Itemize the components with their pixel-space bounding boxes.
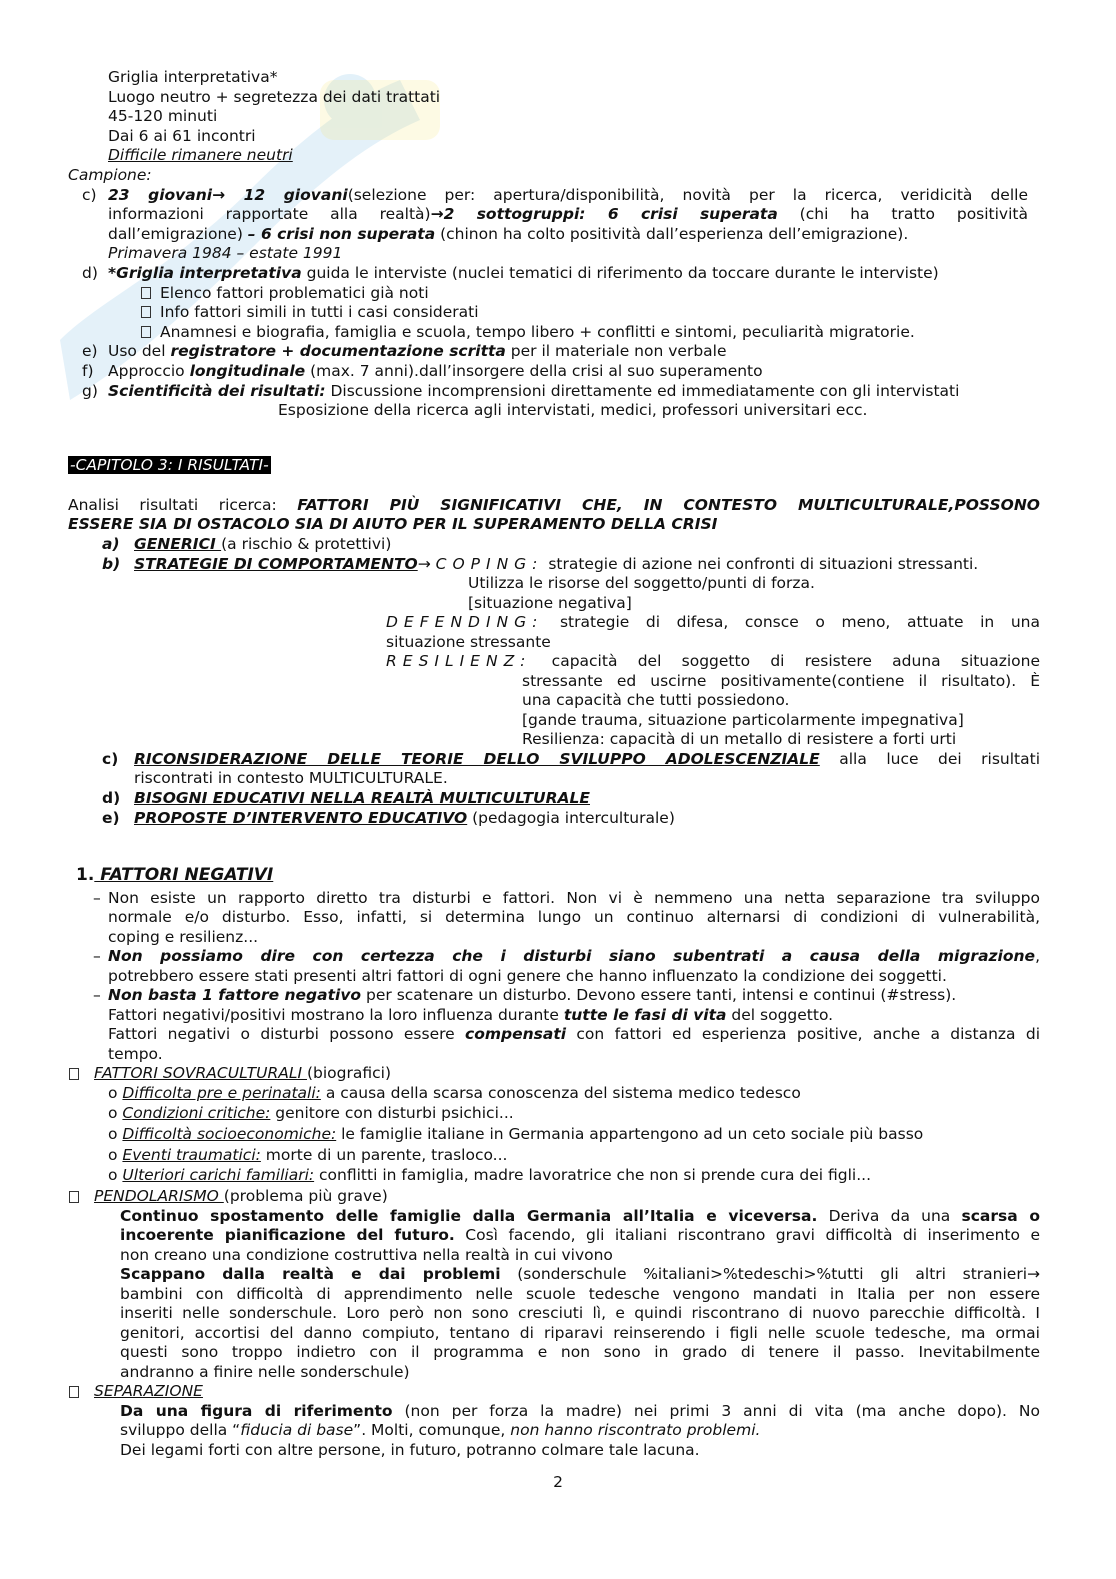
text-line: STRATEGIE DI COMPORTAMENTO→ COPING: strategie di azione nei confronti di situazioni stressanti.	[134, 555, 979, 573]
text-line: normale e/o disturbo. Esso, infatti, si determina lungo un continuo alternarsi di condizioni di vulnerabilità,	[108, 908, 1040, 926]
list-item: o Eventi traumatici: morte di un parente, trasloco...	[108, 1146, 508, 1164]
bullet-icon	[140, 284, 154, 300]
text-line: Difficile rimanere neutri	[108, 146, 293, 164]
list-item: o Ulteriori carichi familiari: conflitti in famiglia, madre lavoratrice che non si prende cura dei figli...	[108, 1166, 872, 1184]
bullet-icon	[68, 1188, 82, 1204]
text-line: GENERICI (a rischio & protettivi)	[134, 535, 392, 553]
text-line: Uso del registratore + documentazione scritta per il materiale non verbale	[108, 342, 727, 360]
text-line: Esposizione della ricerca agli intervistati, medici, professori universitari ecc.	[278, 401, 868, 419]
text-line: tempo.	[108, 1045, 163, 1063]
text-line: Dei legami forti con altre persone, in futuro, potranno colmare tale lacuna.	[120, 1441, 700, 1459]
text-line: non creano una condizione costruttiva nella realtà in cui vivono	[120, 1246, 613, 1264]
list-marker: –	[93, 889, 101, 907]
list-marker: c)	[102, 750, 119, 768]
section-heading: 1. FATTORI NEGATIVI	[76, 865, 274, 885]
text-line: Info fattori simili in tutti i casi considerati	[160, 303, 479, 321]
text-line: sviluppo della “fiducia di base”. Molti, comunque, non hanno riscontrato problemi.	[120, 1421, 761, 1439]
text-line: Da una figura di riferimento (non per forza la madre) nei primi 3 anni di vita (ma anche dopo). No	[120, 1402, 1041, 1420]
list-marker: c)	[82, 186, 97, 204]
text-line: [situazione negativa]	[468, 594, 632, 612]
text-line: Scappano dalla realtà e dai problemi (sonderschule %italiani>%tedeschi>%tutti gli altri stranieri→	[120, 1265, 1040, 1283]
list-marker: d)	[82, 264, 98, 282]
bullet-icon	[68, 1065, 82, 1081]
text-line: Continuo spostamento delle famiglie dalla Germania all’Italia e viceversa. Deriva da una scarsa o	[120, 1207, 1041, 1225]
text-line: Non possiamo dire con certezza che i disturbi siano subentrati a causa della migrazione,	[108, 947, 1040, 965]
text-line: stressante ed uscirne positivamente(contiene il risultato). È	[522, 672, 1040, 690]
text-line: una capacità che tutti possiedono.	[522, 691, 790, 709]
text-line: 45-120 minuti	[108, 107, 218, 125]
text-line: Utilizza le risorse del soggetto/punti di forza.	[468, 574, 815, 592]
text-line: Approccio longitudinale (max. 7 anni).dall’insorgere della crisi al suo superamento	[108, 362, 763, 380]
list-marker: f)	[82, 362, 94, 380]
text-line: Fattori negativi o disturbi possono essere compensati con fattori ed esperienza positive, anche a distanza di	[108, 1025, 1041, 1043]
text-line: Non basta 1 fattore negativo per scatenare un disturbo. Devono essere tanti, intensi e continui (#stress).	[108, 986, 957, 1004]
text-line: genitori, accortisi del danno compiuto, tentano di riparavi reinserendo i figli nelle scuole tedesche, ma ormai	[120, 1324, 1040, 1342]
text-line: ESSERE SIA DI OSTACOLO SIA DI AIUTO PER IL SUPERAMENTO DELLA CRISI	[68, 515, 718, 533]
text-line: 23 giovani→ 12 giovani(selezione per: apertura/disponibilità, novità per la ricerca, veridicità delle	[108, 186, 1028, 204]
list-marker: –	[93, 947, 101, 965]
list-item: o Difficolta pre e perinatali: a causa della scarsa conoscenza del sistema medico tedesco	[108, 1084, 801, 1102]
text-line: [gande trauma, situazione particolarmente impegnativa]	[522, 711, 964, 729]
list-item: o Condizioni critiche: genitore con disturbi psichici...	[108, 1104, 514, 1122]
text-line: Scientificità dei risultati: Discussione incomprensioni direttamente ed immediatamente con gli intervistati	[108, 382, 960, 400]
text-line: Primavera 1984 – estate 1991	[108, 244, 343, 262]
list-marker: e)	[82, 342, 98, 360]
text-line: Analisi risultati ricerca: FATTORI PIÙ SIGNIFICATIVI CHE, IN CONTESTO MULTICULTURALE,POSSONO	[68, 496, 1040, 514]
list-marker: –	[93, 986, 101, 1004]
text-line: informazioni rapportate alla realtà)→2 sottogruppi: 6 crisi superata (chi ha tratto positività	[108, 205, 1028, 223]
text-line: Dai 6 ai 61 incontri	[108, 127, 256, 145]
text-line: potrebbero essere stati presenti altri fattori di ogni genere che hanno influenzato la condizione dei soggetti.	[108, 967, 947, 985]
text-line: dall’emigrazione) – 6 crisi non superata (chinon ha colto positività dall’esperienza dell’emigrazione).	[108, 225, 909, 243]
list-marker: a)	[102, 535, 120, 553]
text-line: bambini con difficoltà di apprendimento nelle scuole tedesche vengono mandati in Italia per non essere	[120, 1285, 1040, 1303]
text-line: PROPOSTE D’INTERVENTO EDUCATIVO (pedagogia interculturale)	[134, 809, 675, 827]
text-line: RESILIENZ: capacità del soggetto di resistere aduna situazione	[386, 652, 1040, 670]
text-line: questi sono troppo indietro con il programma e non sono in grado di tenere il passo. Inevitabilmente	[120, 1343, 1040, 1361]
text-line: PENDOLARISMO (problema più grave)	[94, 1187, 388, 1205]
text-line: incoerente pianificazione del futuro. Così facendo, gli italiani riscontrano gravi difficoltà di inserimento e	[120, 1226, 1040, 1244]
list-marker: d)	[102, 789, 121, 807]
bullet-icon	[68, 1383, 82, 1399]
text-line: DEFENDING: strategie di difesa, consce o meno, attuate in una	[386, 613, 1040, 631]
text-line: Luogo neutro + segretezza dei dati trattati	[108, 88, 441, 106]
bullet-icon	[140, 303, 154, 319]
text-line: Fattori negativi/positivi mostrano la loro influenza durante tutte le fasi di vita del soggetto.	[108, 1006, 834, 1024]
text-line: situazione stressante	[386, 633, 551, 651]
list-marker: e)	[102, 809, 120, 827]
text-line: andranno a finire nelle sonderschule)	[120, 1363, 410, 1381]
list-marker: g)	[82, 382, 98, 400]
text-line: SEPARAZIONE	[94, 1382, 203, 1400]
text-line: inseriti nelle sonderschule. Loro però non sono cresciuti lì, e quindi riscontrano di nuovo parecchie difficoltà. I	[120, 1304, 1040, 1322]
text-line: Anamnesi e biografia, famiglia e scuola, tempo libero + conflitti e sintomi, peculiarità migratorie.	[160, 323, 915, 341]
text-line: BISOGNI EDUCATIVI NELLA REALTÀ MULTICULTURALE	[134, 789, 590, 807]
list-item: o Difficoltà socioeconomiche: le famiglie italiane in Germania appartengono ad un ceto sociale più basso	[108, 1125, 924, 1143]
chapter-heading: -CAPITOLO 3: I RISULTATI-	[70, 456, 269, 474]
text-line: Elenco fattori problematici già noti	[160, 284, 429, 302]
text-line: Resilienza: capacità di un metallo di resistere a forti urti	[522, 730, 957, 748]
text-line: *Griglia interpretativa guida le interviste (nuclei tematici di riferimento da toccare durante le interviste)	[108, 264, 939, 282]
text-line: RICONSIDERAZIONE DELLE TEORIE DELLO SVILUPPO ADOLESCENZIALE alla luce dei risultati	[134, 750, 1041, 768]
section-label: Campione:	[68, 166, 152, 184]
list-marker: b)	[102, 555, 121, 573]
page-number: 2	[553, 1473, 563, 1491]
bullet-icon	[140, 323, 154, 339]
text-line: coping e resilienz...	[108, 928, 259, 946]
text-line: Griglia interpretativa*	[108, 68, 278, 86]
text-line: Non esiste un rapporto diretto tra disturbi e fattori. Non vi è nemmeno una netta separazione tra sviluppo	[108, 889, 1040, 907]
text-line: riscontrati in contesto MULTICULTURALE.	[134, 769, 448, 787]
text-line: FATTORI SOVRACULTURALI (biografici)	[94, 1064, 392, 1082]
